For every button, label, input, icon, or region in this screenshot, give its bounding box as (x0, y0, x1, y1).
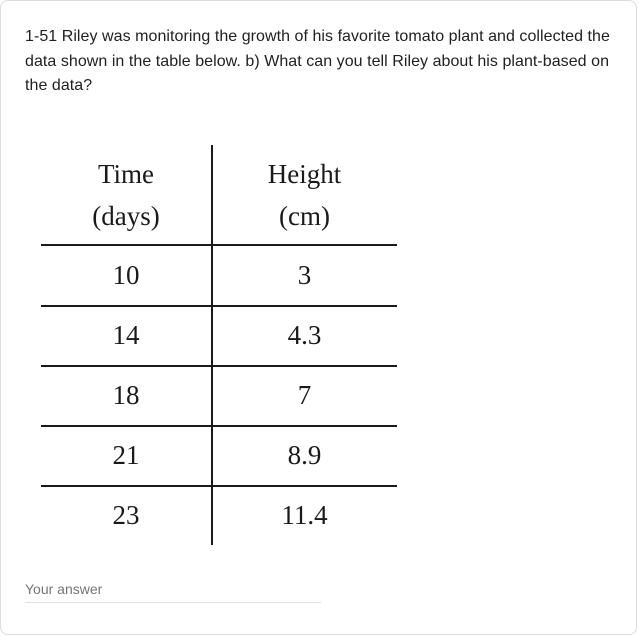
table-cell-time: 10 (112, 260, 140, 290)
header-height-line2: (cm) (279, 201, 330, 231)
header-height-line1: Height (267, 159, 342, 189)
table-cell-height: 7 (297, 380, 312, 410)
table-cell-height: 4.3 (287, 320, 322, 350)
question-text: 1-51 Riley was monitoring the growth of his favorite tomato plant and collected the data shown in the table below. b) What can you tell Riley about his plant-based on the data? (25, 28, 610, 94)
header-time-line2: (days) (92, 201, 160, 231)
table-cell-height: 11.4 (281, 500, 328, 530)
data-table (41, 145, 397, 545)
table-header-time (41, 153, 211, 237)
table-cell-time: 18 (112, 380, 140, 410)
answer-input[interactable] (25, 575, 321, 603)
table-cell-height: 8.9 (287, 440, 322, 470)
table-cell-time: 23 (112, 500, 140, 530)
table-header-height (212, 153, 397, 237)
header-time-line1: Time (97, 159, 155, 189)
table-cell-time: 21 (112, 440, 140, 470)
table-cell-height: 3 (297, 260, 312, 290)
table-cell-time: 14 (112, 320, 140, 350)
